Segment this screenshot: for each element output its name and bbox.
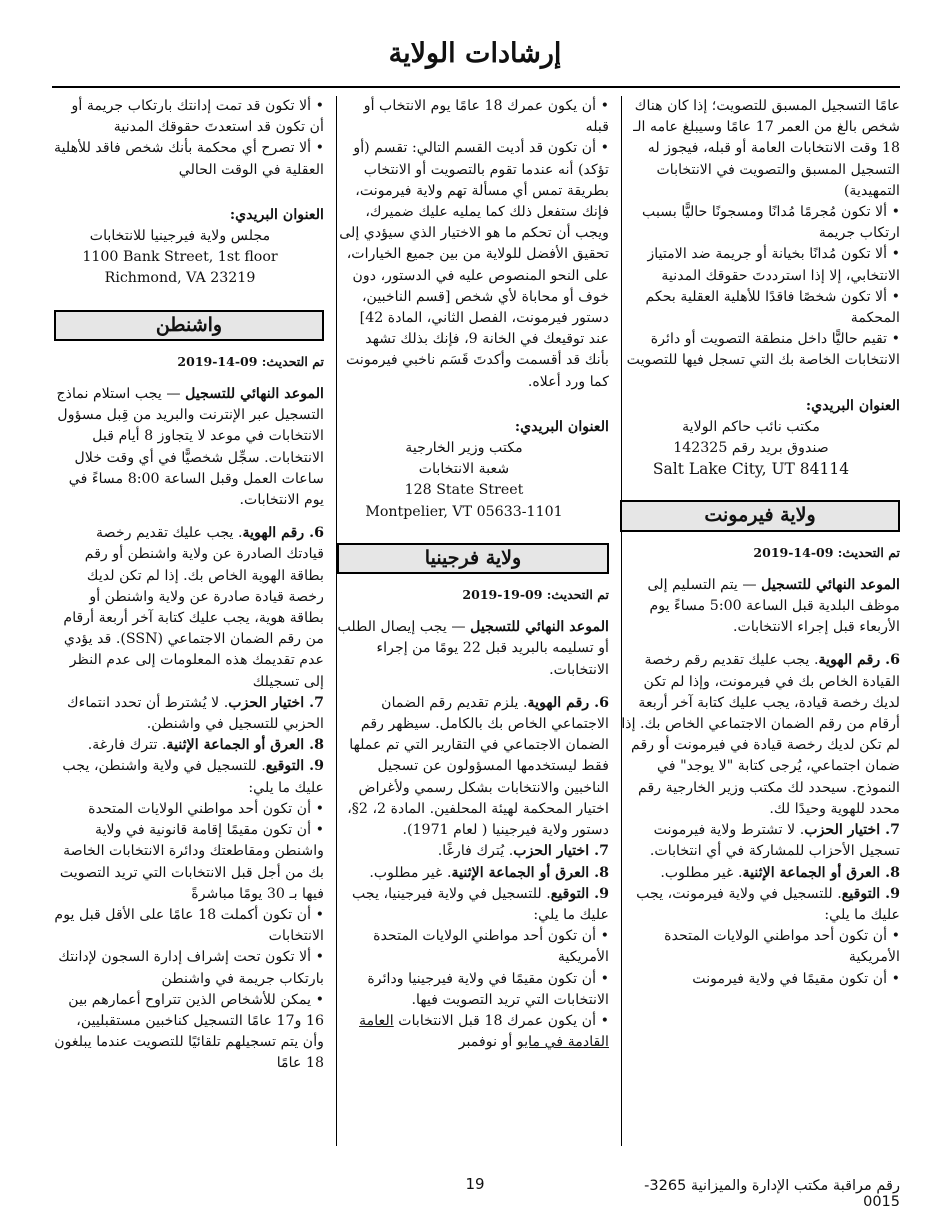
address-line: Salt Lake City, UT 84114	[652, 460, 850, 479]
list-item: • ألا تكون مُجرمًا مُدانًا ومسجونًا حاليًّا بسبب ارتكاب جريمة	[642, 204, 900, 242]
party-section	[620, 820, 900, 862]
race-label: 8. العرق أو الجماعة الإثنية	[451, 864, 609, 881]
list-item: • أن تكون مقيمًا في ولاية فيرمونت	[692, 970, 900, 987]
signature-section	[54, 756, 324, 798]
list-item: • أن يكون عمرك 18 عامًا يوم الانتخاب أو قبله	[363, 98, 609, 136]
column-right	[620, 96, 900, 1146]
id-number-section	[54, 523, 324, 693]
address-line: مكتب نائب حاكم الولاية	[682, 418, 820, 435]
paragraph: عند توقيعك في الخانة 9، فإنك بذلك تشهد بأنك قد أقسمت وأكدتَ قَسَم ناخبي فيرمونت كما ورد أعلاه.	[345, 331, 609, 390]
signature-section	[620, 884, 900, 926]
race-text: . تترك فارغة.	[87, 737, 167, 754]
address-line: صندوق بريد رقم 142325	[673, 440, 829, 457]
mailing-address	[620, 417, 900, 481]
deadline-text: — يجب إيصال الطلب أو تسليمه بالبريد قبل 22 يومًا من إجراء الانتخابات.	[337, 619, 609, 678]
address-line: Richmond, VA 23219	[104, 270, 256, 287]
address-line: مكتب وزير الخارجية	[405, 440, 523, 457]
list-item: • ألا تكون مُدانًا بخيانة أو جريمة ضد الامتياز الانتخابي، إلا إذا استرددتَ حقوقك المدنية	[647, 246, 900, 284]
list-item: • أن تكون مقيمًا في ولاية فيرجينيا ودائرة الانتخابات التي تريد التصويت فيها.	[367, 970, 609, 1008]
list-item-underlined: العامة القادمة في مايو	[359, 1012, 609, 1051]
list-item: • أن تكون أحد مواطني الولايات المتحدة الأمريكية	[373, 928, 609, 966]
mailing-address	[337, 438, 609, 523]
page-number: 19	[465, 1175, 485, 1193]
list-item: • تقيم حاليًّا داخل منطقة التصويت أو دائرة الانتخابات الخاصة بك التي تسجل فيها للتصويت	[626, 331, 900, 369]
list-item: • ألا تصرح أي محكمة بأنك شخص فاقد للأهلية العقلية في الوقت الحالي	[54, 140, 324, 178]
list-item: • ألا تكون شخصًا فاقدًا للأهلية العقلية بحكم المحكمة	[645, 288, 900, 327]
address-line: شعبة الانتخابات	[418, 461, 510, 478]
list-item: • أن تكون أحد مواطني الولايات المتحدة	[88, 800, 324, 817]
race-section	[54, 735, 324, 756]
address-line: 128 State Street	[404, 482, 524, 499]
signature-text: . للتسجيل في ولاية واشنطن، يجب عليك ما يلي:	[62, 758, 324, 796]
list-item-text: • أن يكون عمرك 18 قبل الانتخابات	[393, 1012, 609, 1029]
registration-deadline	[54, 384, 324, 511]
race-text: . غير مطلوب.	[369, 864, 452, 881]
id-label: 6. رقم الهوية	[818, 652, 900, 669]
state-header-vermont: ولاية فيرمونت	[620, 500, 900, 531]
list-item: • أن تكون مقيمًا إقامة قانونية في ولاية واشنطن ومقاطعتك ودائرة الانتخابات الخاصة بك من أجل قبل الانتخابات التي تريد التصويت فيها بـ 30 يومًا مباشرةً	[59, 822, 324, 902]
race-label: 8. العرق أو الجماعة الإثنية	[166, 737, 324, 754]
party-section	[54, 693, 324, 735]
list-item-text: أو نوفمبر	[458, 1034, 517, 1051]
race-section	[620, 863, 900, 884]
list-item: • أن تكون أكملت 18 عامًا على الأقل قبل يوم الانتخابات	[54, 906, 324, 945]
race-text: . غير مطلوب.	[660, 864, 743, 881]
state-header-virginia: ولاية فرجينيا	[337, 543, 609, 574]
id-label: 6. رقم الهوية	[242, 525, 324, 542]
address-line: 1100 Bank Street, 1st floor	[82, 249, 278, 266]
mailing-address-label: العنوان البريدي:	[514, 418, 609, 435]
column-middle	[337, 96, 622, 1146]
address-line: مجلس ولاية فيرجينيا للانتخابات	[89, 228, 271, 245]
deadline-label: الموعد النهائي للتسجيل	[470, 619, 609, 636]
mailing-address-label: العنوان البريدي:	[805, 397, 900, 414]
list-item: • أن تكون أحد مواطني الولايات المتحدة الأمريكية	[664, 928, 900, 966]
page-title: إرشادات الولاية	[388, 38, 562, 69]
list-item: • يمكن للأشخاص الذين تتراوح أعمارهم بين 16 و17 عامًا التسجيل كناخبين مستقبليين، وأن يتم تسجيلهم تلقائيًا للتصويت عندما يبلغون 18 عامًا	[54, 991, 324, 1072]
registration-deadline	[620, 575, 900, 639]
party-text: . لا تشترط ولاية فيرمونت تسجيل الأحزاب للمشاركة في أي انتخابات.	[649, 822, 900, 860]
signature-section	[337, 884, 609, 926]
state-header-washington: واشنطن	[54, 310, 324, 341]
column-left	[54, 96, 337, 1146]
title-divider	[52, 86, 900, 88]
deadline-text: — يتم التسليم إلى موظف البلدية قبل الساعة 5:00 مساءً يوم الأربعاء قبل إجراء الانتخابات.	[647, 576, 900, 636]
id-number-section	[620, 650, 900, 820]
party-section	[337, 841, 609, 862]
id-number-section	[337, 693, 609, 841]
list-item: • ألا تكون قد تمت إدانتك بارتكاب جريمة أو أن تكون قد استعدتَ حقوقك المدنية	[71, 98, 324, 136]
party-label: 7. اختيار الحزب	[228, 694, 324, 711]
party-text: . يُترك فارغًا.	[437, 843, 514, 860]
race-label: 8. العرق أو الجماعة الإثنية	[742, 864, 900, 881]
id-text: . يجب عليك تقديم رخصة قيادتك الصادرة عن ولاية واشنطن أو رقم بطاقة الهوية الخاص بك. إذا لم تكن لديك رخصة قيادة صادرة عن ولاية واشنطن أو بطاقة هوية، يجب عليك كتابة آخر أربعة أرقام من رقم الضمان الاجتماعي (SSN). قد يؤدي عدم تقديمك هذه المعلومات إلى عدم النظر إلى تسجيلك	[63, 525, 324, 690]
registration-deadline	[337, 617, 609, 681]
signature-text: . للتسجيل في ولاية فيرمونت، يجب عليك ما يلي:	[636, 885, 900, 923]
deadline-label: الموعد النهائي للتسجيل	[761, 576, 900, 593]
id-label: 6. رقم الهوية	[527, 694, 609, 711]
list-item	[337, 1011, 609, 1053]
id-text: . يجب عليك تقديم رقم رخصة القيادة الخاص بك في فيرمونت، وإذا لم تكن لديك رخصة قيادة، يجب عليك كتابة آخر أربعة أرقام من رقم الضمان الاجتماعي الخاص بك. إذا لم تكن لديك رخصة قيادة في فيرمونت أو رقم ضمان اجتماعي، يُرجى كتابة "لا يوجد" في النموذج. سيحدد لك مكتب وزير الخارجية رقم محدد للهوية وحيدًا لك.	[621, 652, 900, 817]
updated-date: تم التحديث: 09-14-2019	[177, 353, 324, 369]
signature-label: 9. التوقيع	[841, 885, 900, 902]
list-item: • ألا تكون تحت إشراف إدارة السجون لإدانتك بارتكاب جريمة في واشنطن	[58, 949, 324, 987]
deadline-text: — يجب استلام نماذج التسجيل عبر الإنترنت والبريد من قِبل مسؤول الانتخابات في موعد لا يتجاوز 8 أيام قبل الانتخابات. سجِّل شخصيًّا في أي وقت خلال ساعات العمل وقبل الساعة 8:00 مساءً في يوم الانتخابات.	[56, 386, 324, 509]
address-line: Montpelier, VT 05633-1101	[365, 503, 563, 520]
signature-label: 9. التوقيع	[550, 885, 609, 902]
party-label: 7. اختيار الحزب	[804, 822, 900, 839]
paragraph: عامًا التسجيل المسبق للتصويت؛ إذا كان هناك شخص بالغ من العمر 17 عامًا وسيبلغ عامه الـ 18 وقت الانتخابات العامة أو قبله، فيجوز له التسجيل المسبق والتصويت في الانتخابات التمهيدية)	[633, 98, 900, 199]
omb-control-number: رقم مراقبة مكتب الإدارة والميزانية 3265-0015	[644, 1178, 900, 1210]
updated-date: تم التحديث: 09-19-2019	[462, 587, 609, 603]
updated-date: تم التحديث: 09-14-2019	[753, 544, 900, 560]
list-item: • أن تكون قد أديت القسم التالي: تقسم (أو تؤكد) أنه عندما تقوم بالتصويت أو الانتخاب بطريقة تمس أي مسألة تهم ولاية فيرمونت، فإنك ستفعل ذلك كما يمليه عليك ضميرك، ويجب أن تحكم ما هو الاختيار الذي سيؤدي إلى تحقيق الأفضل للولاية من بين جميع الخيارات، على النحو المنصوص عليه في الدستور، دون خوف أو محاباة لأي شخص [قسم الناخبين، دستور فيرمونت، الفصل الثاني، المادة 42]	[339, 140, 609, 327]
id-text: . يلزم تقديم رقم الضمان الاجتماعي الخاص بك بالكامل. سيظهر رقم الضمان الاجتماعي في التقارير التي تم عملها فقط ليستخدمها المسؤولون عن تسجيل الناخبين والانتخابات بشكل رسمي ولأغراض اختيار المحكمة لهيئة المحلفين. المادة 2، 2§، دستور ولاية فيرجينيا ( لعام 1971).	[347, 694, 609, 839]
signature-text: . للتسجيل في ولاية فيرجينيا، يجب عليك ما يلي:	[352, 885, 609, 923]
party-text: . لا يُشترط أن تحدد انتماءك الحزبي للتسجيل في واشنطن.	[66, 694, 324, 733]
mailing-address-label: العنوان البريدي:	[229, 206, 324, 223]
race-section	[337, 863, 609, 884]
signature-label: 9. التوقيع	[265, 758, 324, 775]
party-label: 7. اختيار الحزب	[513, 843, 609, 860]
deadline-label: الموعد النهائي للتسجيل	[185, 386, 324, 403]
mailing-address	[54, 226, 324, 290]
